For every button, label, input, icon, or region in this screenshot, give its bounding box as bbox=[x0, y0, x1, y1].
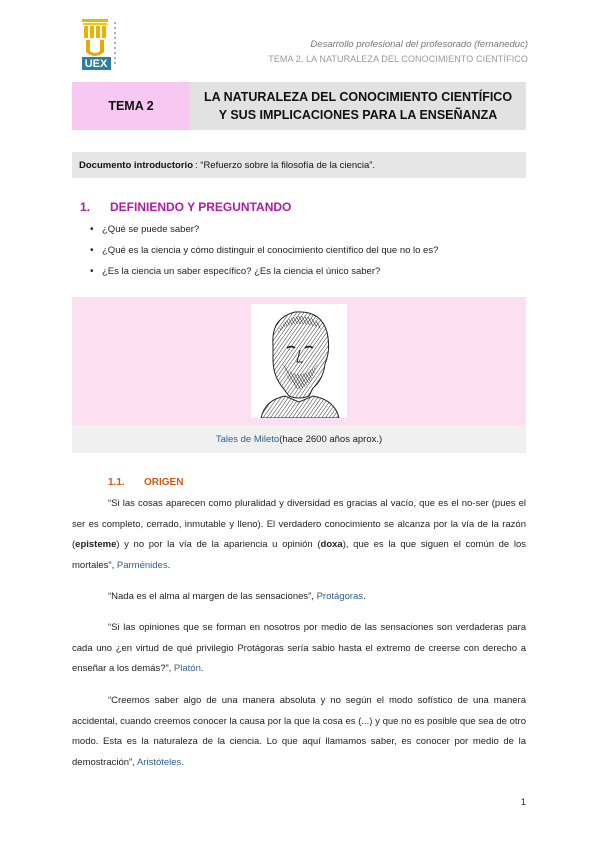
figure-caption bbox=[72, 425, 526, 453]
quote-parmenides: “Si las cosas aparecen como pluralidad y diversidad es gracias al vacío, que es el no-ser (pues el ser es completo, cerrado, inmutable y lleno). El verdadero conocimiento se alcanza por la vía de la razón (episteme) y no por la vía de la apariencia u opinión (doxa), que es la que siguen el común de los mortales”, Parménides. bbox=[72, 498, 526, 571]
list-item: • ¿Es la ciencia un saber específico? ¿Es la ciencia el único saber? bbox=[78, 263, 438, 284]
author-link-parmenides[interactable]: Parménides bbox=[116, 559, 168, 571]
tema-label: TEMA 2 bbox=[72, 82, 190, 130]
author-link-protagoras[interactable]: Protágoras bbox=[316, 591, 364, 602]
running-header bbox=[268, 38, 528, 66]
document-title bbox=[190, 82, 526, 130]
intro-document-box bbox=[72, 152, 526, 178]
section-1-title: DEFINIENDO Y PREGUNTANDO bbox=[110, 200, 292, 214]
questions-list bbox=[78, 221, 438, 284]
university-logo bbox=[80, 18, 124, 72]
figure-box bbox=[72, 297, 526, 425]
svg-text:UEX: UEX bbox=[84, 58, 108, 70]
title-box bbox=[72, 82, 526, 130]
title-line-2: Y SUS IMPLICACIONES PARA LA ENSEÑANZA bbox=[218, 108, 498, 122]
section-1-1-number: 1.1. bbox=[108, 477, 125, 488]
quote-protagoras: “Nada es el alma al margen de las sensaciones”, Protágoras. bbox=[108, 591, 366, 602]
header-topic: TEMA 2. LA NATURALEZA DEL CONOCIMIENTO CIENTÍFICO bbox=[268, 54, 528, 64]
section-1-1-heading bbox=[108, 477, 183, 488]
portrait-bust-icon bbox=[251, 304, 347, 418]
header-course: Desarrollo profesional del profesorado (fernaneduc) bbox=[310, 39, 528, 50]
author-link-platon[interactable]: Platón bbox=[173, 663, 201, 674]
section-1-heading bbox=[80, 200, 291, 214]
quote-platon: “Si las opiniones que se forman en nosotros por medio de las sensaciones son verdaderas para cada uno ¿en virtud de qué privilegio Protágoras sería sabio hasta el extremo de creerse con derecho a enseñar a los demás?”, Platón. bbox=[72, 622, 526, 674]
list-item: • ¿Qué es la ciencia y cómo distinguir el conocimiento científico del que no lo es? bbox=[78, 242, 438, 263]
uex-logo-icon bbox=[80, 18, 124, 72]
intro-label: Documento introductorio bbox=[79, 159, 193, 171]
page-number: 1 bbox=[520, 797, 526, 808]
section-1-1-title: ORIGEN bbox=[144, 477, 184, 488]
quote-aristoteles: “Creemos saber algo de una manera absoluta y no según el modo sofístico de una manera accidental, cuando creemos conocer la causa por la que la cosa es (...) y que no es posible que sea de otro modo. Esta es la naturaleza de la ciencia. Lo que aquí llamamos saber, es conocer por medio de la demostración”, Aristóteles. bbox=[72, 695, 526, 768]
list-item: • ¿Qué se puede saber? bbox=[78, 221, 438, 242]
title-line-1: LA NATURALEZA DEL CONOCIMIENTO CIENTÍFICO bbox=[203, 90, 513, 104]
caption-text: (hace 2600 años aprox.) bbox=[279, 433, 383, 445]
intro-text: : “Refuerzo sobre la filosofía de la ciencia”. bbox=[195, 159, 376, 171]
thales-portrait bbox=[251, 304, 347, 418]
thales-link[interactable]: Tales de Mileto bbox=[215, 433, 280, 445]
author-link-aristoteles[interactable]: Aristóteles bbox=[136, 756, 182, 768]
section-1-number: 1. bbox=[80, 200, 91, 214]
